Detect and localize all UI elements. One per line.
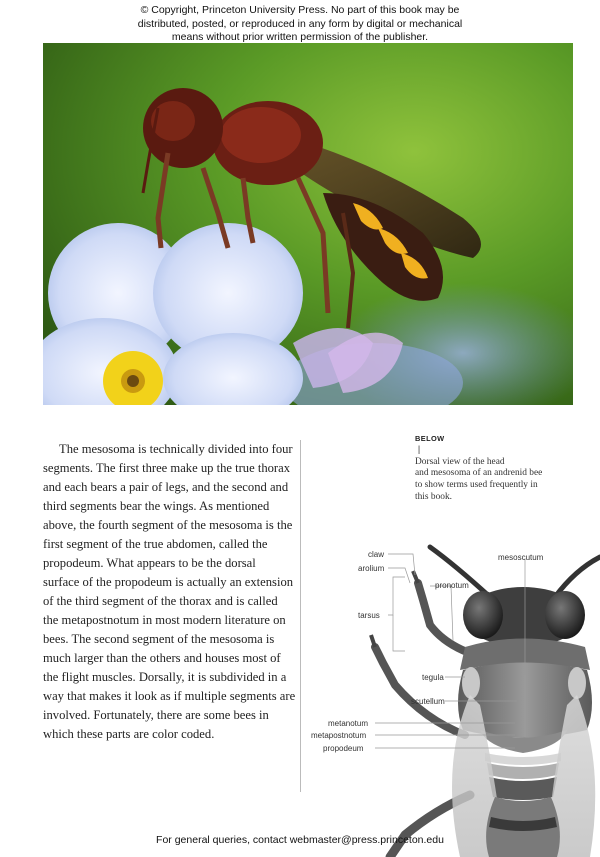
label-mesoscutum: mesoscutum (498, 553, 544, 562)
label-metapostnotum: metapostnotum (311, 731, 367, 740)
copyright-notice (0, 4, 600, 45)
body-line: which these parts are color coded. (43, 727, 215, 741)
body-line: the metapostnotum in most modern literature on (43, 613, 286, 627)
label-claw: claw (368, 550, 385, 559)
label-scutellum: scutellum (411, 697, 445, 706)
figure-caption (415, 433, 565, 504)
label-arolium: arolium (358, 564, 385, 573)
body-line: third segments bear the wings. As mentioned (43, 499, 270, 513)
footer-contact: For general queries, contact webmaster@press.princeton.edu (156, 834, 444, 846)
copyright-line: means without prior written permission of the publisher. (171, 31, 429, 43)
label-propodeum: propodeum (323, 744, 364, 753)
body-line: the flight muscles. Dorsally, it is subdivided in a (43, 670, 287, 684)
body-line: involved. Fortunately, there are some bees in (43, 708, 269, 722)
copyright-line: distributed, posted, or reproduced in any form by digital or mechanical (137, 17, 463, 30)
column-divider (300, 440, 301, 792)
caption-separator: | (418, 444, 421, 455)
caption-text: and mesosoma of an andrenid bee (415, 468, 543, 479)
label-pronotum: pronotum (435, 581, 469, 590)
body-paragraph (43, 440, 296, 744)
body-line: surface of the propodeum is actually an extension (43, 575, 294, 589)
body-line: way that makes it look as if multiple segments are (43, 689, 296, 703)
caption-text: this book. (415, 491, 452, 502)
caption-text: Dorsal view of the head (415, 456, 505, 467)
caption-keyword: BELOW (415, 434, 445, 443)
body-line: segments. The first three make up the true thorax (43, 461, 291, 475)
body-line: propodeum. What appears to be the dorsal (43, 556, 256, 570)
body-line: bees. The second segment of the mesosoma is (43, 632, 275, 646)
label-tarsus: tarsus (358, 611, 380, 620)
caption-line-first (415, 433, 565, 468)
label-metanotum: metanotum (328, 719, 369, 728)
copyright-line: © Copyright, Princeton University Press. No part of this book may be (140, 4, 460, 16)
caption-text: to show terms used frequently in (415, 480, 538, 491)
body-line: and each bears a pair of legs, and the second and (43, 480, 289, 494)
bee-anatomy-diagram (305, 535, 600, 857)
bee-photograph (43, 43, 573, 405)
body-line: much larger than the others and houses most of (43, 651, 281, 665)
body-line: The mesosoma is technically divided into four (59, 442, 293, 456)
body-line: of the third segment of the thorax and is called (43, 594, 278, 608)
label-tegula: tegula (422, 673, 444, 682)
body-line: first segment of the true abdomen, called the (43, 537, 268, 551)
body-line: above, the fourth segment of the mesosoma is the (43, 518, 293, 532)
